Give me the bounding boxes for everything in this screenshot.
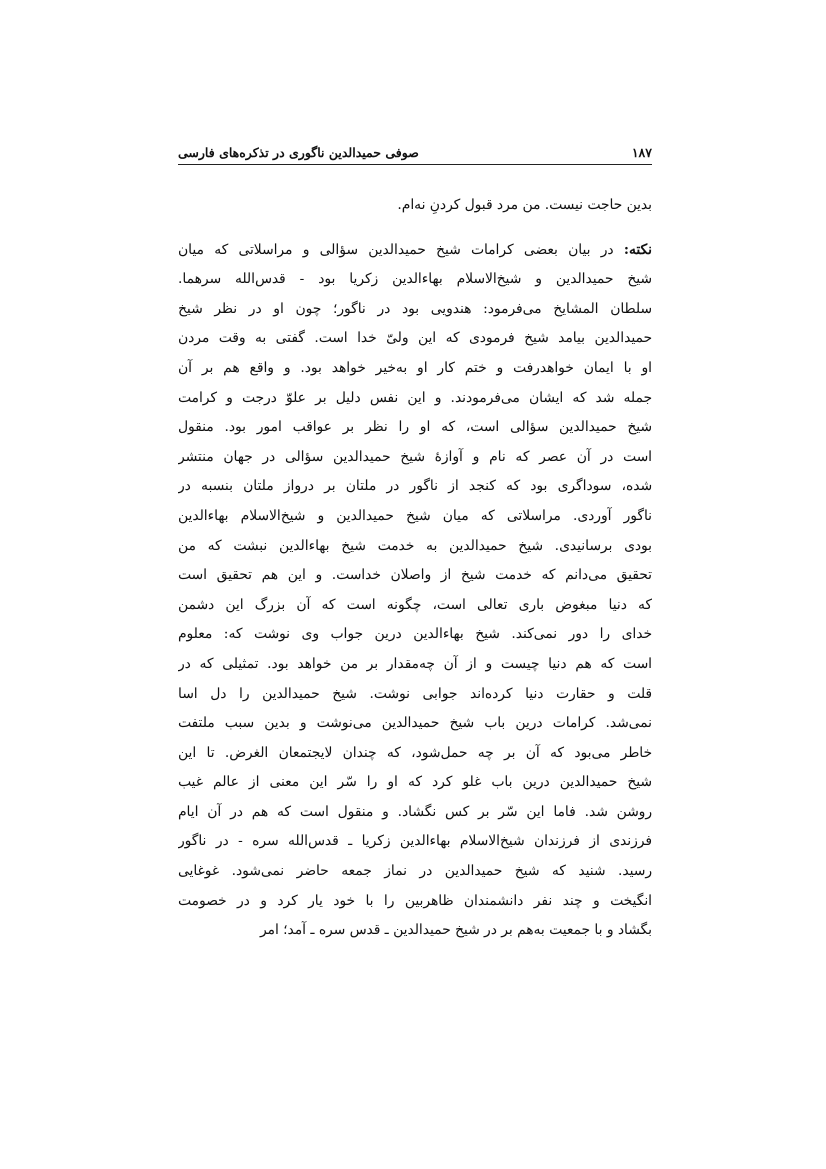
opening-paragraph: بدین حاجت نیست. من مرد قبول کردنِ نه‌ام.: [397, 197, 652, 213]
text-line: شیخ حمیدالدین و شیخ‌الاسلام بهاءالدین زکریا بود - قدس‌الله سرهما.: [178, 271, 652, 288]
text-line: خاطر می‌بود که آن بر چه حمل‌شود، که چندان لایجتمعان الغرض. تا این: [178, 744, 652, 761]
text-line: بودی برسانیدی. شیخ حمیدالدین به خدمت شیخ بهاءالدین نبشت که من: [178, 537, 652, 554]
text-line: شیخ حمیدالدین سؤالی است، که او را نظر بر عواقب امور بود. منقول: [178, 419, 652, 436]
text-line: خدای را دور نمی‌کند. شیخ بهاءالدین درین جواب وی نوشت که: معلوم: [178, 626, 652, 643]
page-number: ۱۸۷: [631, 145, 652, 160]
running-title: صوفی حمیدالدین ناگوری در تذکره‌های فارسی: [178, 145, 419, 160]
text-line: روشن شد. فاما این سّر بر کس نگشاد. و منقول است که هم در آن ایام: [178, 803, 652, 820]
text-line: سلطان المشایخ می‌فرمود: هندویی بود در ناگور؛ چون او در نظر شیخ: [178, 300, 652, 317]
text-line: فرزندی از فرزندان شیخ‌الاسلام بهاءالدین زکریا ـ قدس‌الله سره - در ناگور: [178, 833, 652, 850]
text-line: حمیدالدین بیامد شیخ فرمودی که این ولیّ خدا است. گفتی به وقت مردن: [178, 330, 652, 347]
text-line: ناگور آوردی. مراسلاتی که میان شیخ حمیدالدین و شیخ‌الاسلام بهاءالدین: [178, 507, 652, 524]
text-line: بگشاد و با جمعیت به‌هم بر در شیخ حمیدالدین ـ قدس سره ـ آمد؛ امر: [259, 922, 652, 939]
text-line-content: در بیان بعضی کرامات شیخ حمیدالدین سؤالی و مراسلاتی که میان: [178, 241, 624, 258]
text-line: شیخ حمیدالدین درین باب غلو کرد که او را سّر این معنی از عالم غیب: [178, 774, 652, 791]
text-line: شده، سوداگری بود که کنجد از ناگور در ملتان بر درواز ملتان بنسبه در: [178, 478, 652, 495]
text-line: است در آن عصر که نام و آوازهٔ شیخ حمیدالدین سؤالی در جهان منتشر: [178, 448, 652, 465]
text-line: انگیخت و چند نفر دانشمندان ظاهربین را با خود یار کرد و در خصومت: [178, 892, 652, 909]
text-line: او با ایمان خواهدرفت و ختم کار او به‌خیر خواهد بود. و واقع هم بر آن: [178, 359, 652, 376]
text-line: نمی‌شد. کرامات درین باب شیخ حمیدالدین می‌نوشت و بدین سبب ملتفت: [178, 715, 652, 732]
text-line: قلت و حقارت دنیا کرده‌اند جوابی نوشت. شیخ حمیدالدین را دل اسا: [178, 685, 652, 702]
body-text: [178, 191, 652, 946]
text-line: تحقیق می‌دانم که خدمت شیخ از واصلان خداست. و این هم تحقیق است: [178, 567, 652, 584]
note-label: نکته:: [623, 241, 652, 258]
text-line: جمله شد که ایشان می‌فرمودند. و این نفس دلیل بر علوّ درجت و کرامت: [178, 389, 652, 406]
note-paragraph: [178, 236, 652, 946]
document-page: [178, 0, 652, 1169]
running-header: [178, 142, 652, 165]
text-line: است که هم دنیا چیست و از آن چه‌مقدار بر من خواهد بود. تمثیلی که در: [178, 655, 652, 672]
text-line: رسید. شنید که شیخ حمیدالدین در نماز جمعه حاضر نمی‌شود. غوغایی: [178, 863, 652, 880]
text-line: [178, 236, 652, 266]
text-line: که دنیا مبغوض باری تعالی است، چگونه است که آن بزرگ این دشمن: [178, 596, 652, 613]
